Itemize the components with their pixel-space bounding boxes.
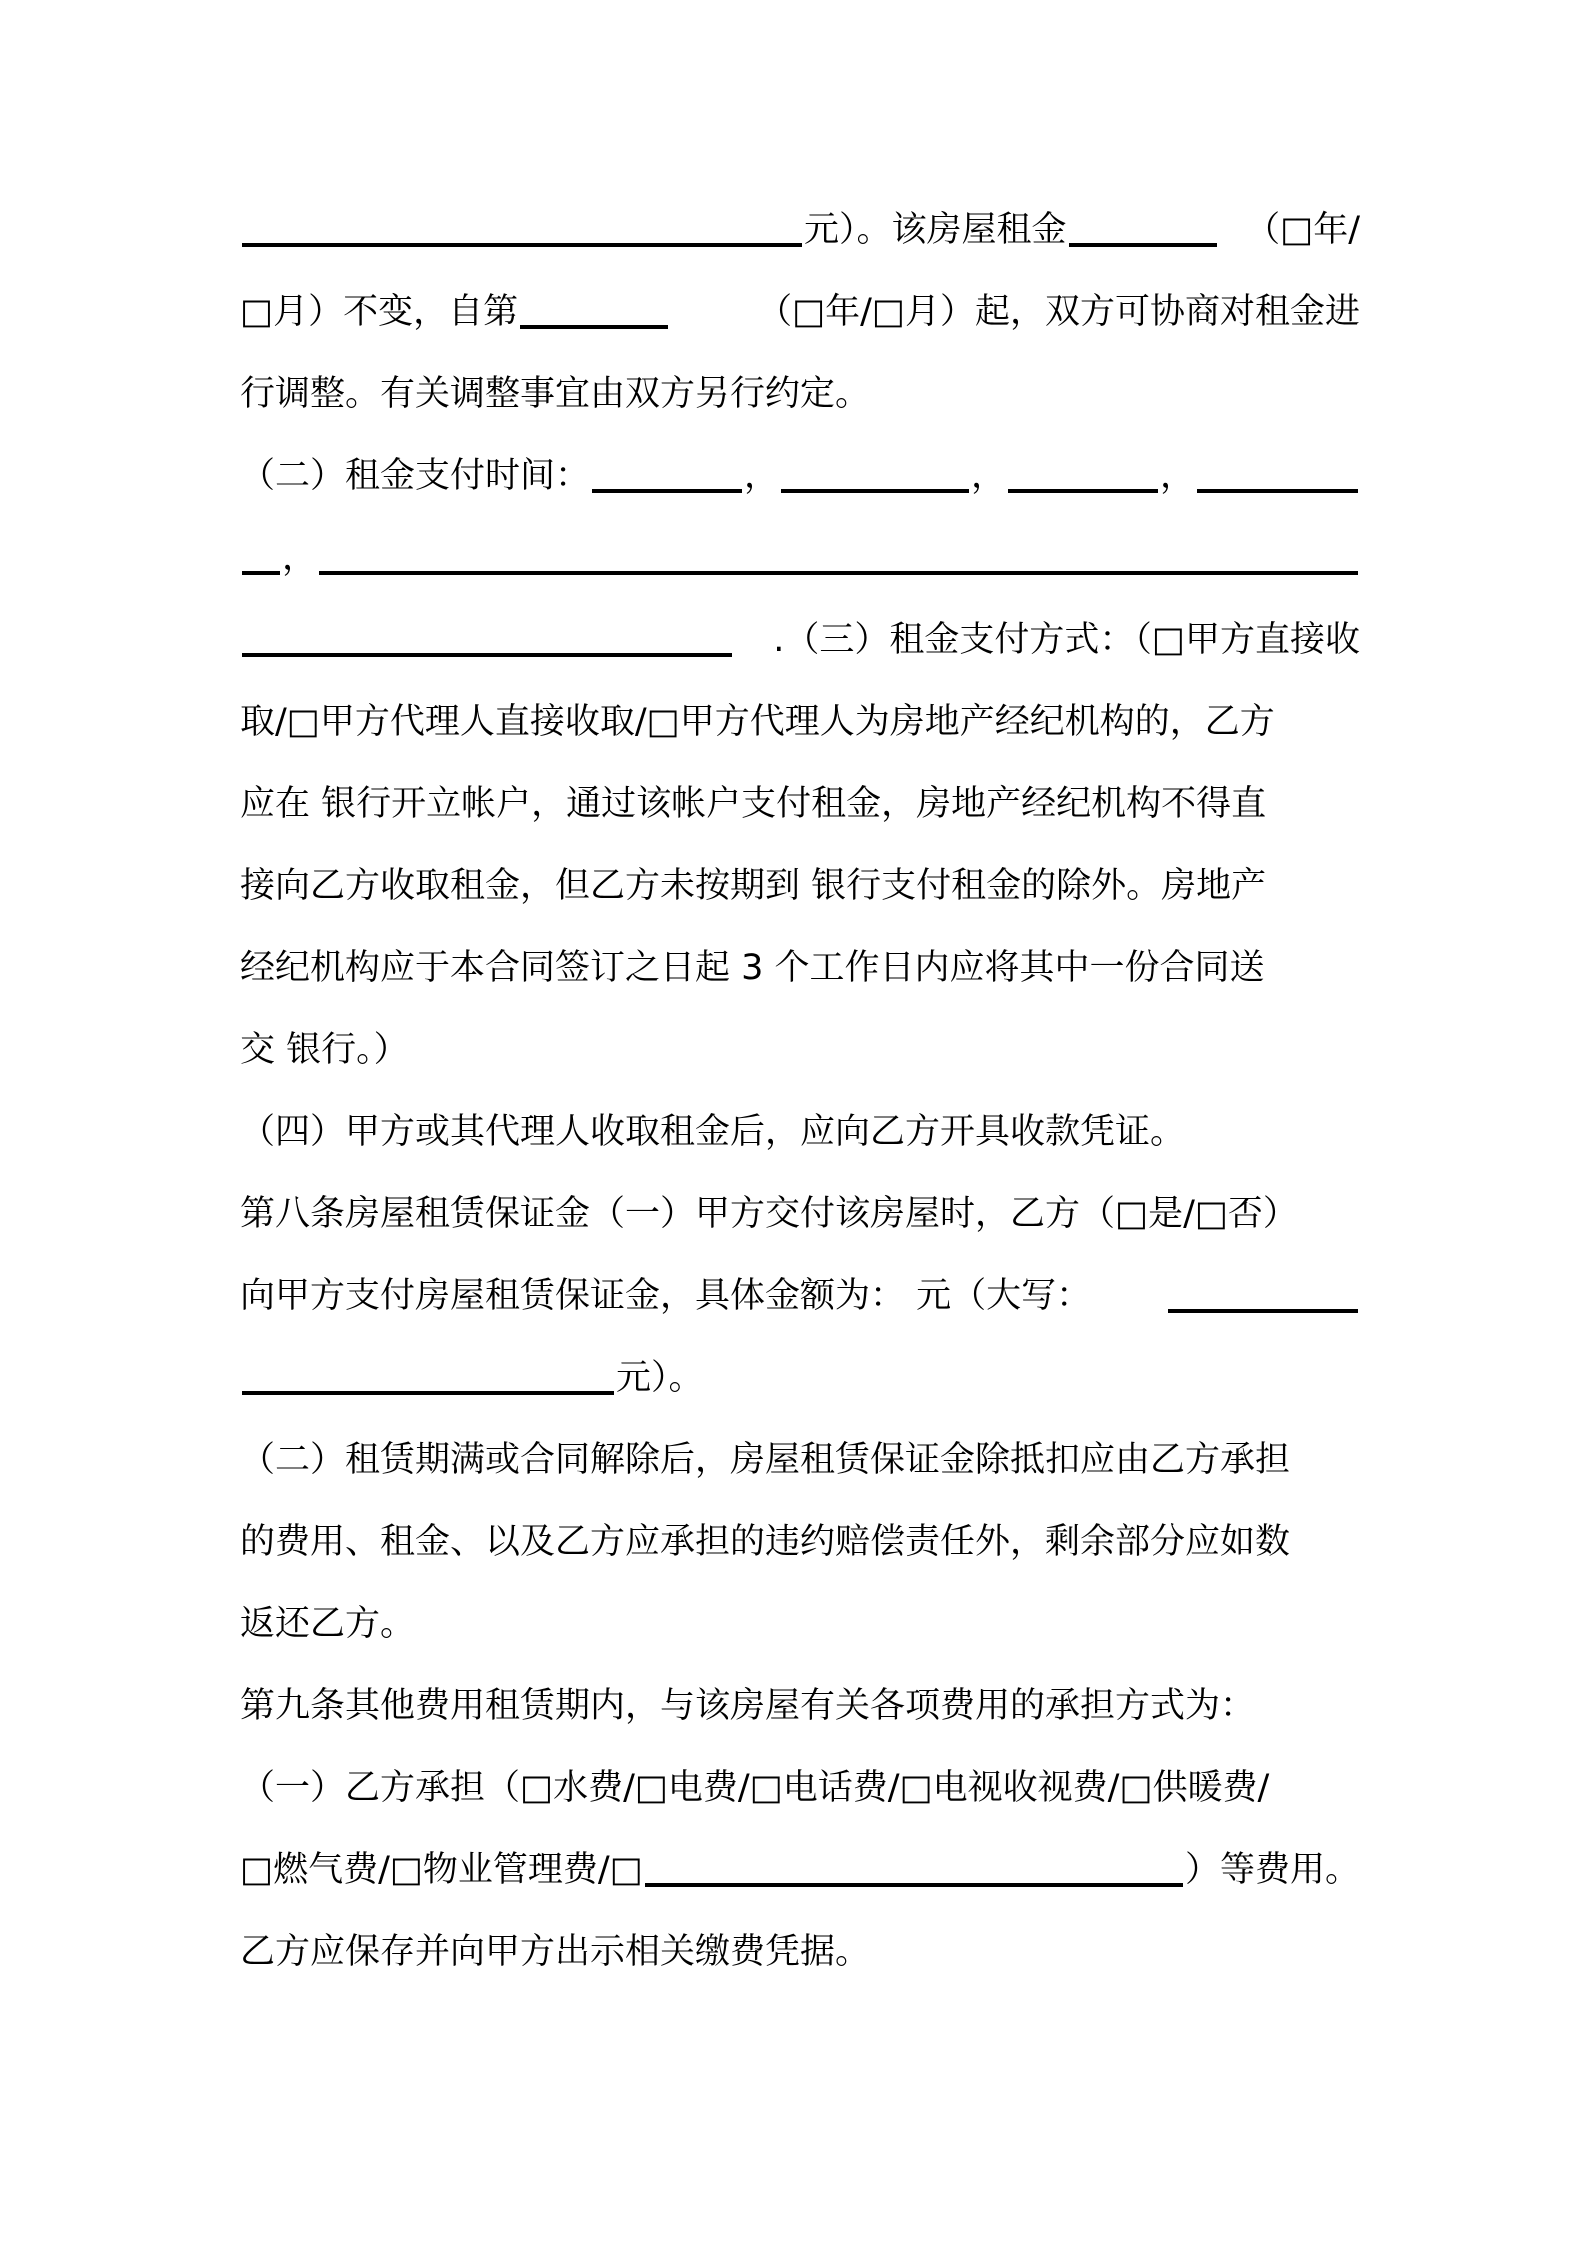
text-segment: 接向乙方收取租金，但乙方未按期到 银行支付租金的除外。房地产	[240, 866, 1267, 906]
text-line	[240, 694, 1360, 750]
text-segment: 乙方应保存并向甲方出示相关缴费凭据。	[240, 1932, 871, 1972]
fill-blank	[242, 213, 802, 247]
fill-blank	[1008, 459, 1158, 493]
text-segment: 经纪机构应于本合同签订之日起 3 个工作日内应将其中一份合同送	[240, 948, 1265, 988]
fill-blank	[645, 1853, 1183, 1887]
text-segment: ，	[744, 456, 780, 496]
text-line	[240, 366, 1360, 422]
text-segment: （□年/	[1245, 210, 1360, 250]
fill-blank	[520, 295, 668, 329]
text-segment: 交 银行。）	[240, 1030, 409, 1070]
text-segment: （□年/□月）起，双方可协商对租金进	[757, 292, 1360, 332]
fill-blank	[1168, 1279, 1358, 1313]
text-segment: ，	[1160, 456, 1196, 496]
text-segment: 行调整。有关调整事宜由双方另行约定。	[240, 374, 871, 414]
text-line	[240, 448, 1360, 504]
text-segment: □燃气费/□物业管理费/□	[240, 1850, 643, 1890]
text-segment: 元）。	[616, 1358, 704, 1398]
text-line	[240, 776, 1360, 832]
text-line	[240, 1432, 1360, 1488]
text-line	[240, 1678, 1360, 1734]
text-segment: （二）租金支付时间：	[240, 456, 591, 496]
fill-blank	[242, 541, 280, 575]
text-segment: ，	[282, 538, 318, 578]
text-segment: （一）乙方承担（□水费/□电费/□电话费/□电视收视费/□供暖费/	[240, 1768, 1270, 1808]
fill-blank	[592, 459, 742, 493]
text-segment: ）等费用。	[1184, 1850, 1360, 1890]
text-segment: □月）不变，自第	[240, 292, 519, 332]
fill-blank	[1197, 459, 1358, 493]
text-segment: 元）。该房屋租金	[804, 210, 1067, 250]
text-line	[240, 1268, 1360, 1324]
text-segment: 向甲方支付房屋租赁保证金，具体金额为： 元（大写：	[240, 1276, 1092, 1316]
text-segment: 应在 银行开立帐户，通过该帐户支付租金，房地产经纪机构不得直	[240, 784, 1267, 824]
text-line	[240, 1924, 1360, 1980]
text-segment: 取/□甲方代理人直接收取/□甲方代理人为房地产经纪机构的，乙方	[240, 702, 1275, 742]
text-line	[240, 1350, 1360, 1406]
text-line	[240, 612, 1360, 668]
text-line	[240, 1842, 1360, 1898]
text-segment: ，	[971, 456, 1007, 496]
fill-blank	[242, 1361, 614, 1395]
text-line	[240, 1514, 1360, 1570]
text-segment: （四）甲方或其代理人收取租金后，应向乙方开具收款凭证。	[240, 1112, 1186, 1152]
text-line	[240, 1760, 1360, 1816]
text-line	[240, 858, 1360, 914]
text-segment: 第九条其他费用租赁期内，与该房屋有关各项费用的承担方式为：	[240, 1686, 1256, 1726]
text-segment: .（三）租金支付方式：（□甲方直接收	[773, 620, 1360, 660]
text-line	[240, 1104, 1360, 1160]
text-segment: （二）租赁期满或合同解除后，房屋租赁保证金除抵扣应由乙方承担	[240, 1440, 1291, 1480]
text-line	[240, 940, 1360, 996]
fill-blank	[242, 623, 732, 657]
text-line	[240, 1022, 1360, 1078]
fill-blank	[1069, 213, 1217, 247]
text-segment: 第八条房屋租赁保证金（一）甲方交付该房屋时，乙方（□是/□否）	[240, 1194, 1298, 1234]
text-line	[240, 530, 1360, 586]
text-segment: 返还乙方。	[240, 1604, 416, 1644]
fill-blank	[781, 459, 969, 493]
text-segment: 的费用、租金、以及乙方应承担的违约赔偿责任外，剩余部分应如数	[240, 1522, 1291, 1562]
text-line	[240, 284, 1360, 340]
fill-blank	[319, 541, 1358, 575]
text-line	[240, 1596, 1360, 1652]
text-line	[240, 1186, 1360, 1242]
text-line	[240, 202, 1360, 258]
